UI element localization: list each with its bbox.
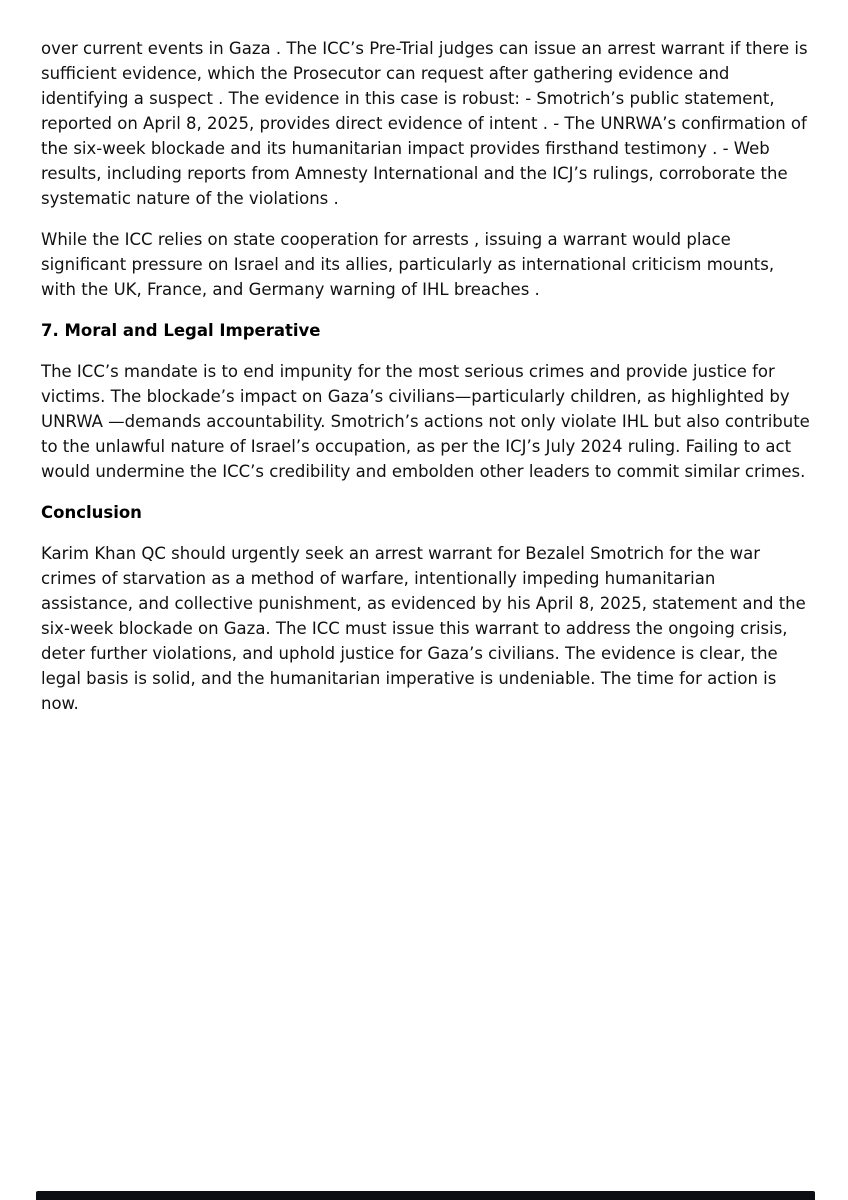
paragraph-conclusion: Karim Khan QC should urgently seek an arrest warrant for Bezalel Smotrich for the war crimes of starvation as a method of warfare, intentionally impeding humanitarian assistance, and collective punishment, as evidenced by his April 8, 2025, statement and the six-week blockade on Gaza. The ICC must issue this warrant to address the ongoing crisis, deter further violations, and uphold justice for Gaza’s civilians. The evidence is clear, the legal basis is solid, and the humanitarian imperative is undeniable. The time for action is now. <box>41 544 806 713</box>
section-heading-conclusion: Conclusion <box>41 503 142 522</box>
section-heading-moral-legal-imperative: 7. Moral and Legal Imperative <box>41 321 321 340</box>
page-bottom-bar <box>36 1191 815 1200</box>
paragraph-state-cooperation: While the ICC relies on state cooperation for arrests , issuing a warrant would place significant pressure on Israel and its allies, particularly as international criticism mounts, with the UK, France, and Germany warning of IHL breaches . <box>41 230 775 299</box>
paragraph-icc-warrant-evidence: over current events in Gaza . The ICC’s Pre-Trial judges can issue an arrest warrant if there is sufficient evidence, which the Prosecutor can request after gathering evidence and identifying a suspect . The evidence in this case is robust: - Smotrich’s public statement, reported on April 8, 2025, provides direct evidence of intent . - The UNRWA’s confirmation of the six-week blockade and its humanitarian impact provides firsthand testimony . - Web results, including reports from Amnesty International and the ICJ’s rulings, corroborate the systematic nature of the violations . <box>41 39 808 208</box>
paragraph-icc-mandate: The ICC’s mandate is to end impunity for the most serious crimes and provide justice for victims. The blockade’s impact on Gaza’s civilians—particularly children, as highlighted by UNRWA —demands accountability. Smotrich’s actions not only violate IHL but also contribute to the unlawful nature of Israel’s occupation, as per the ICJ’s July 2024 ruling. Failing to act would undermine the ICC’s credibility and embolden other leaders to commit similar crimes. <box>41 362 810 481</box>
